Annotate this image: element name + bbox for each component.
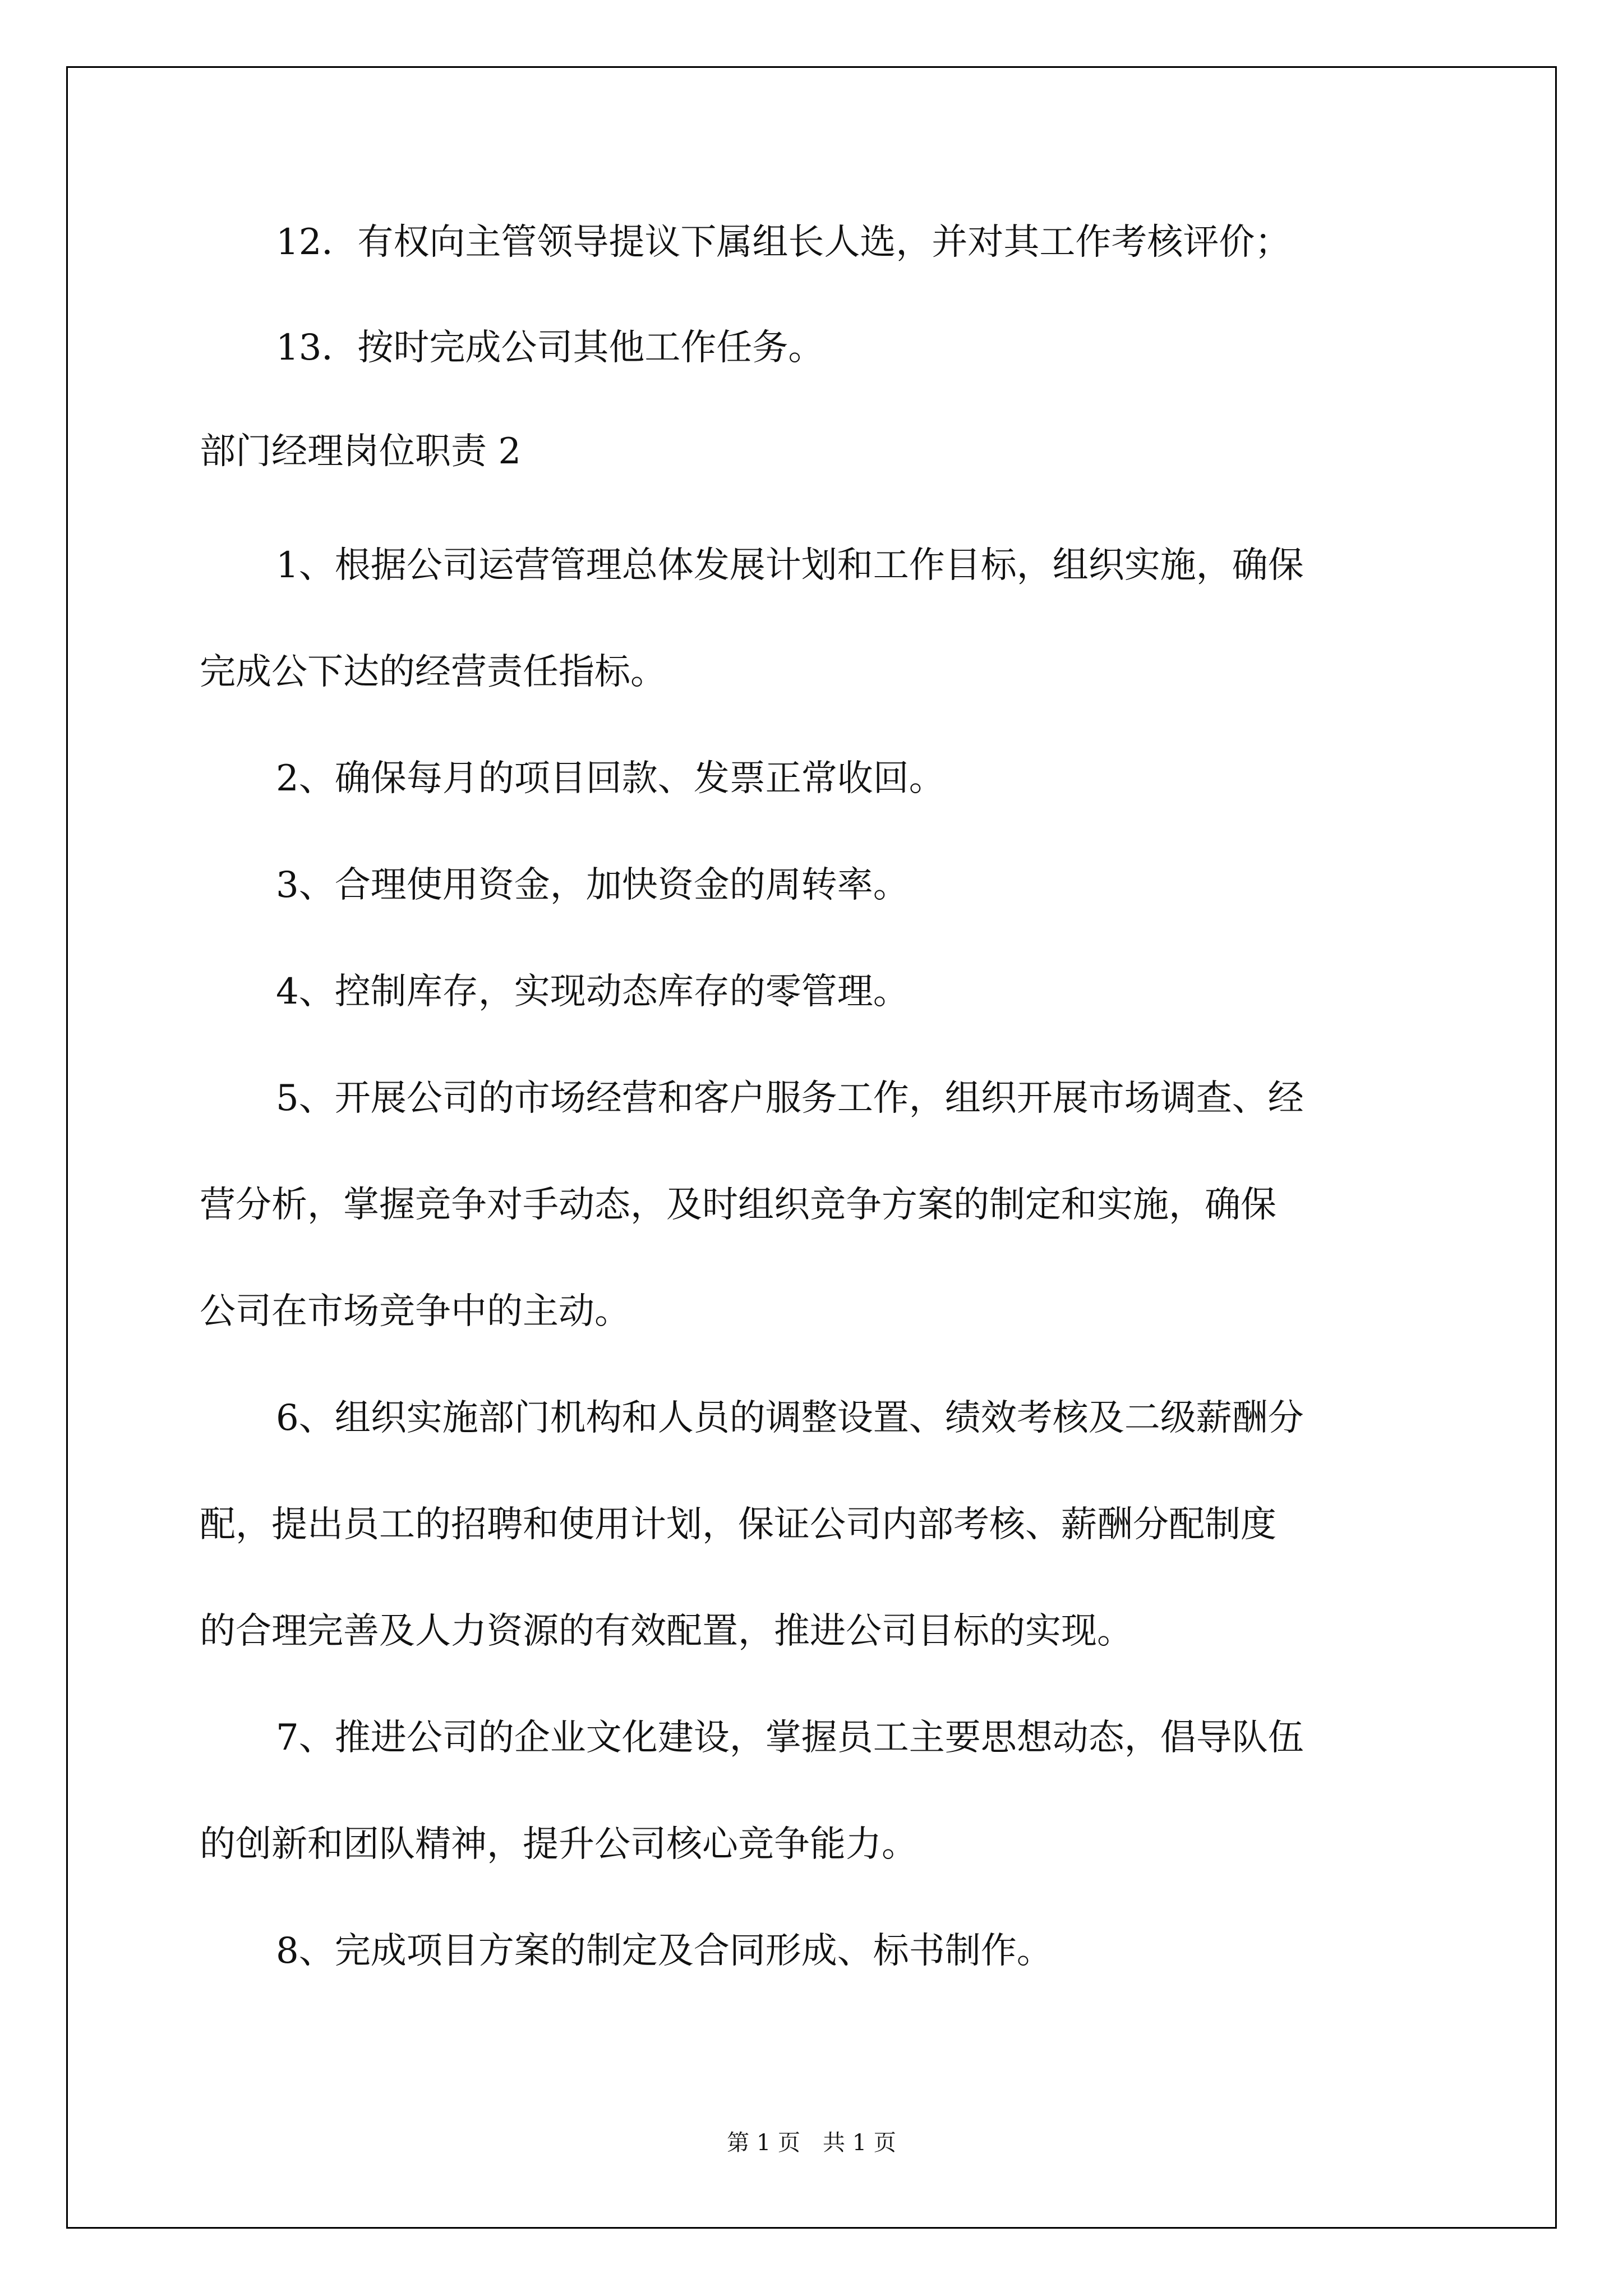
paragraph-line: 完成公下达的经营责任指标。 [200,651,666,693]
page-footer: 第 1 页 共 1 页 [727,2130,896,2156]
paragraph-line: 12．有权向主管领导提议下属组长人选，并对其工作考核评价； [276,222,1291,263]
section-heading: 部门经理岗位职责 2 [200,431,522,472]
paragraph-line: 8、完成项目方案的制定及合同形成、标书制作。 [276,1930,1053,1972]
paragraph-line: 营分析，掌握竞争对手动态，及时组织竞争方案的制定和实施，确保 [200,1184,1276,1226]
paragraph-line: 5、开展公司的市场经营和客户服务工作，组织开展市场调查、经 [276,1078,1304,1119]
paragraph-line: 3、合理使用资金，加快资金的周转率。 [276,864,909,906]
paragraph-line: 配，提出员工的招聘和使用计划，保证公司内部考核、薪酬分配制度 [200,1504,1276,1545]
paragraph-line: 6、组织实施部门机构和人员的调整设置、绩效考核及二级薪酬分 [276,1397,1304,1439]
paragraph-line: 2、确保每月的项目回款、发票正常收回。 [276,758,945,799]
paragraph-line: 公司在市场竞争中的主动。 [200,1291,630,1332]
paragraph-line: 的创新和团队精神，提升公司核心竞争能力。 [200,1824,917,1865]
paragraph-line: 7、推进公司的企业文化建设，掌握员工主要思想动态，倡导队伍 [276,1717,1304,1759]
paragraph-line: 的合理完善及人力资源的有效配置，推进公司目标的实现。 [200,1611,1133,1652]
page-border [66,66,1557,2229]
paragraph-line: 13．按时完成公司其他工作任务。 [276,327,824,369]
paragraph-line: 4、控制库存，实现动态库存的零管理。 [276,971,909,1013]
paragraph-line: 1、根据公司运营管理总体发展计划和工作目标，组织实施，确保 [276,545,1304,586]
